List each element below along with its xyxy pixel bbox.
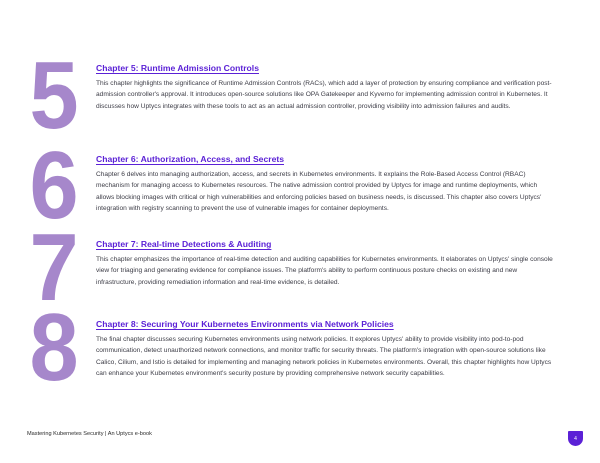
chapter-7-title-link[interactable]: Chapter 7: Real-time Detections & Auditing xyxy=(96,239,272,249)
chapter-6-title-link[interactable]: Chapter 6: Authorization, Access, and Secrets xyxy=(96,154,284,164)
chapter-5-number: 5 xyxy=(29,42,77,149)
chapter-7-number: 7 xyxy=(29,214,77,321)
chapter-6-number: 6 xyxy=(29,132,77,239)
chapter-5-description: This chapter highlights the significance of Runtime Admission Controls (RACs), which add a layer of protection by ensuring compliance and verification post-admission controller's approval. It introduces open-source solutions like OPA Gatekeeper and Kyverno for implementing admission control in Kubernetes. It discusses how Uptycs integrates with these tools to act as an actual admission controller, providing visibility into admission failures and audits. xyxy=(96,80,552,110)
chapter-7-description: This chapter emphasizes the importance of real-time detection and auditing capabilities for Kubernetes environments. It elaborates on Uptycs' single console view for triaging and generating evidence for compliance issues. The platform's ability to perform continuous posture checks on existing and new infrastructure, providing remediation information and real-time evidence, is detailed. xyxy=(96,256,553,286)
chapter-8-title-link[interactable]: Chapter 8: Securing Your Kubernetes Environments via Network Policies xyxy=(96,319,394,329)
chapter-8-number: 8 xyxy=(29,294,77,401)
page-number: 4 xyxy=(574,435,577,442)
chapter-8-description: The final chapter discusses securing Kubernetes environments using network policies. It explores Uptycs' ability to provide visibility into pod-to-pod communication, detect unauthorized network connections, and monitor traffic for security threats. The platform's integration with open-source solutions like Calico, Cilium, and Istio is detailed for implementing and managing network policies in Kubernetes environments. Overall, this chapter highlights how Uptycs can enhance your Kubernetes environment's security posture by providing comprehensive network security capabilities. xyxy=(96,336,552,378)
footer-ebook-title: Mastering Kubernetes Security | An Uptycs e-book xyxy=(27,431,152,437)
chapter-6-description: Chapter 6 delves into managing authorization, access, and secrets in Kubernetes environments. It explains the Role-Based Access Control (RBAC) mechanism for managing access to Kubernetes resources. The native admission control provided by Uptycs for image and runtime deployments, which allows blocking images with critical or high vulnerabilities and enforcing policies based on business needs, is discussed. This chapter also covers Uptycs' integration with registry scanning to prevent the use of vulnerable images for container deployments. xyxy=(96,171,542,213)
chapter-5-title-link[interactable]: Chapter 5: Runtime Admission Controls xyxy=(96,63,259,73)
page-number-badge xyxy=(568,431,583,446)
